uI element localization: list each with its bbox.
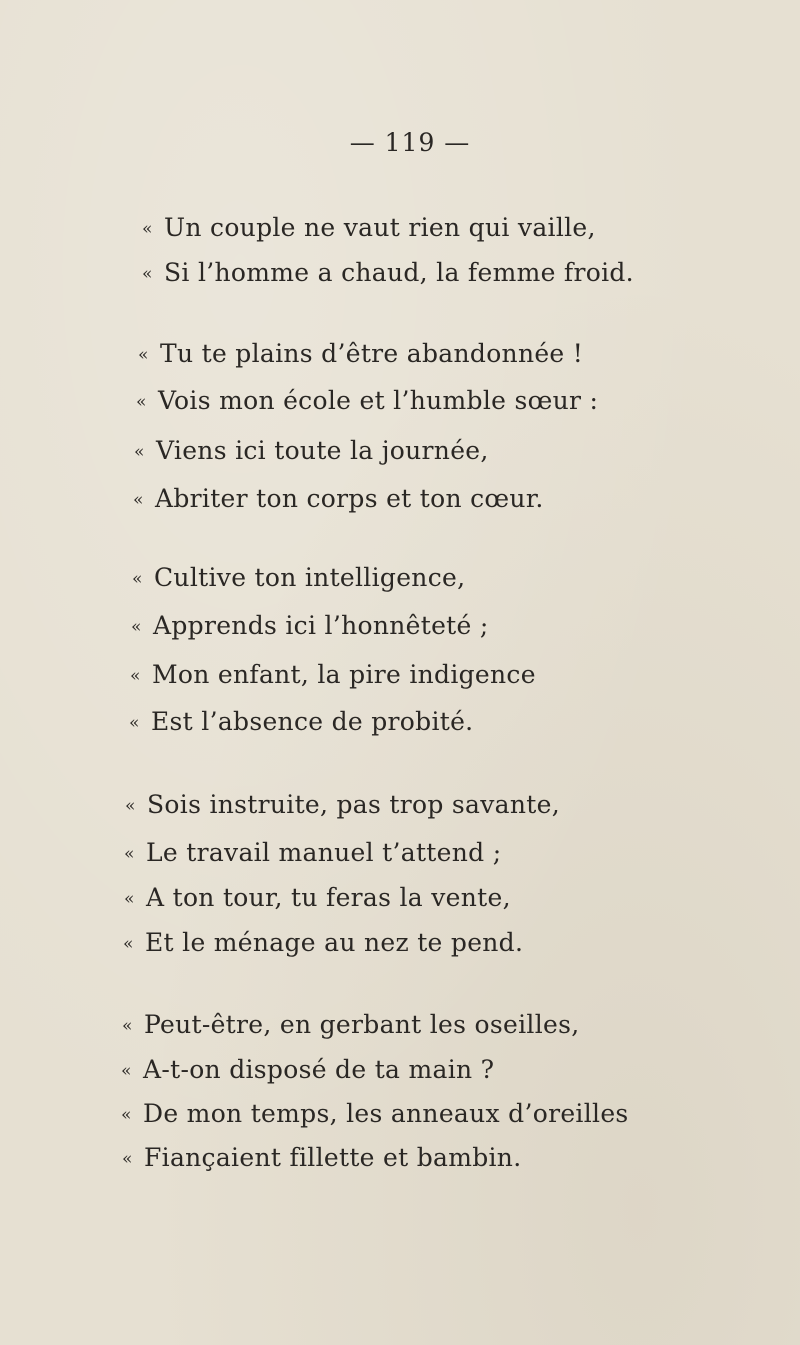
verse-line <box>131 611 489 642</box>
verse-text: Sois instruite, pas trop savante, <box>147 790 560 819</box>
opening-quote: « <box>132 569 143 589</box>
verse-text: Vois mon école et l’humble sœur : <box>158 386 599 415</box>
verse-line <box>134 436 489 467</box>
verse-line <box>136 386 598 417</box>
opening-quote: « <box>134 442 145 462</box>
verse-line <box>122 1143 521 1174</box>
opening-quote: « <box>138 345 149 365</box>
verse-text: Un couple ne vaut rien qui vaille, <box>164 213 596 242</box>
verse-text: De mon temps, les anneaux d’oreilles <box>143 1099 629 1128</box>
opening-quote: « <box>125 796 136 816</box>
verse-text: Tu te plains d’être abandonnée ! <box>160 339 584 368</box>
opening-quote: « <box>136 392 147 412</box>
verse-text: Abriter ton corps et ton cœur. <box>155 484 544 513</box>
verse-line <box>124 883 511 914</box>
verse-line <box>142 258 634 289</box>
verse-line <box>123 928 523 959</box>
verse-line <box>142 213 596 244</box>
verse-text: Viens ici toute la journée, <box>156 436 489 465</box>
verse-text: Cultive ton intelligence, <box>154 563 466 592</box>
verse-text: Le travail manuel t’attend ; <box>146 838 502 867</box>
verse-text: Fiançaient fillette et bambin. <box>144 1143 522 1172</box>
opening-quote: « <box>130 666 141 686</box>
opening-quote: « <box>131 617 142 637</box>
verse-line <box>125 790 560 821</box>
verse-text: A-t-on disposé de ta main ? <box>143 1055 495 1084</box>
verse-line <box>121 1099 629 1130</box>
verse-text: Est l’absence de probité. <box>151 707 474 736</box>
opening-quote: « <box>122 1149 133 1169</box>
opening-quote: « <box>122 1016 133 1036</box>
verse-text: Peut-être, en gerbant les oseilles, <box>144 1010 580 1039</box>
verse-line <box>122 1010 579 1041</box>
verse-text: A ton tour, tu feras la vente, <box>146 883 511 912</box>
verse-line <box>132 563 465 594</box>
verse-line <box>133 484 544 515</box>
verse-line <box>130 660 536 691</box>
opening-quote: « <box>142 264 153 284</box>
verse-line <box>138 339 583 370</box>
page-number: — 119 — <box>349 128 471 157</box>
verse-line <box>121 1055 494 1086</box>
opening-quote: « <box>121 1105 132 1125</box>
verse-line <box>124 838 501 869</box>
verse-text: Mon enfant, la pire indigence <box>152 660 536 689</box>
opening-quote: « <box>129 713 140 733</box>
opening-quote: « <box>124 844 135 864</box>
opening-quote: « <box>123 934 134 954</box>
opening-quote: « <box>124 889 135 909</box>
verse-line <box>129 707 473 738</box>
verse-text: Et le ménage au nez te pend. <box>145 928 524 957</box>
verse-text: Si l’homme a chaud, la femme froid. <box>164 258 634 287</box>
verse-text: Apprends ici l’honnêteté ; <box>153 611 489 640</box>
opening-quote: « <box>142 219 153 239</box>
opening-quote: « <box>133 490 144 510</box>
opening-quote: « <box>121 1061 132 1081</box>
